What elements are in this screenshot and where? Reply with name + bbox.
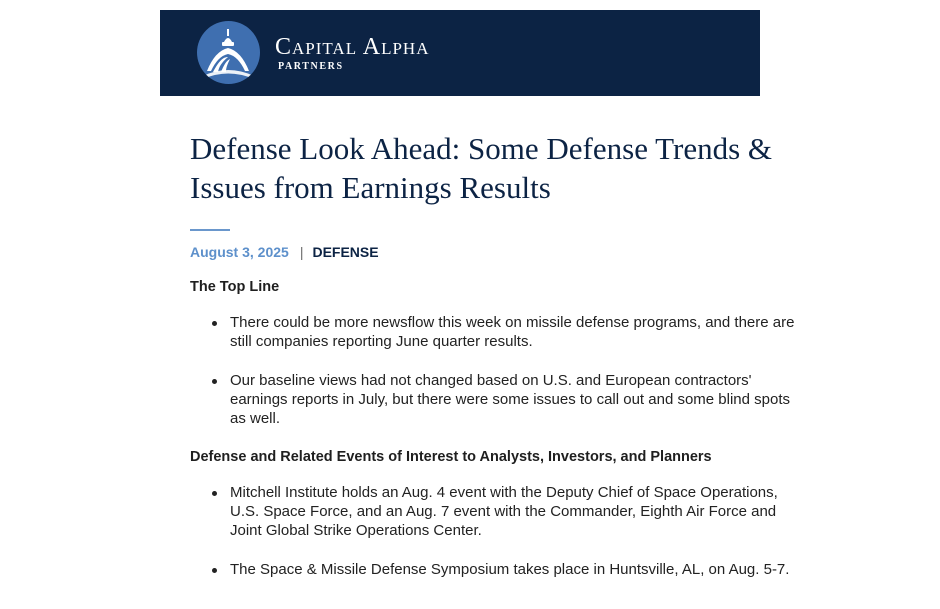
bullet-icon [212,568,217,573]
bullet-icon [212,491,217,496]
article-title: Defense Look Ahead: Some Defense Trends & Issues from Earnings Results [190,131,773,205]
meta-separator: | [299,244,304,260]
list-item [190,313,800,351]
capitol-dome-icon[interactable] [197,21,260,84]
title-divider [190,229,230,231]
bullet-text: Mitchell Institute holds an Aug. 4 event with the Deputy Chief of Space Operations, U.S. Space Force, and an Aug. 7 event with the Commander, Eighth Air Force and Joint Global Strike Operations Center. [230,484,778,539]
list-item [190,371,800,428]
article-date: August 3, 2025 [190,244,289,260]
bullet-icon [212,321,217,326]
bullet-icon [212,379,217,384]
list-item [190,483,800,540]
list-item [190,560,800,579]
article-category[interactable]: DEFENSE [312,244,379,260]
bullet-text: Our baseline views had not changed based on U.S. and European contractors' earnings reports in July, but there were some issues to call out and some blind spots as well. [230,372,791,427]
article-meta [190,243,379,261]
top-line-list [190,313,800,428]
header-banner [160,10,760,96]
brand-subtitle: PARTNERS [278,61,344,72]
section-heading-top-line: The Top Line [190,279,280,295]
brand-name: Capital Alpha [275,34,430,60]
events-list [190,483,800,579]
bullet-text: The Space & Missile Defense Symposium takes place in Huntsville, AL, on Aug. 5-7. [230,561,790,578]
bullet-text: There could be more newsflow this week on missile defense programs, and there are still companies reporting June quarter results. [230,314,795,350]
section-heading-events: Defense and Related Events of Interest to Analysts, Investors, and Planners [190,449,712,465]
